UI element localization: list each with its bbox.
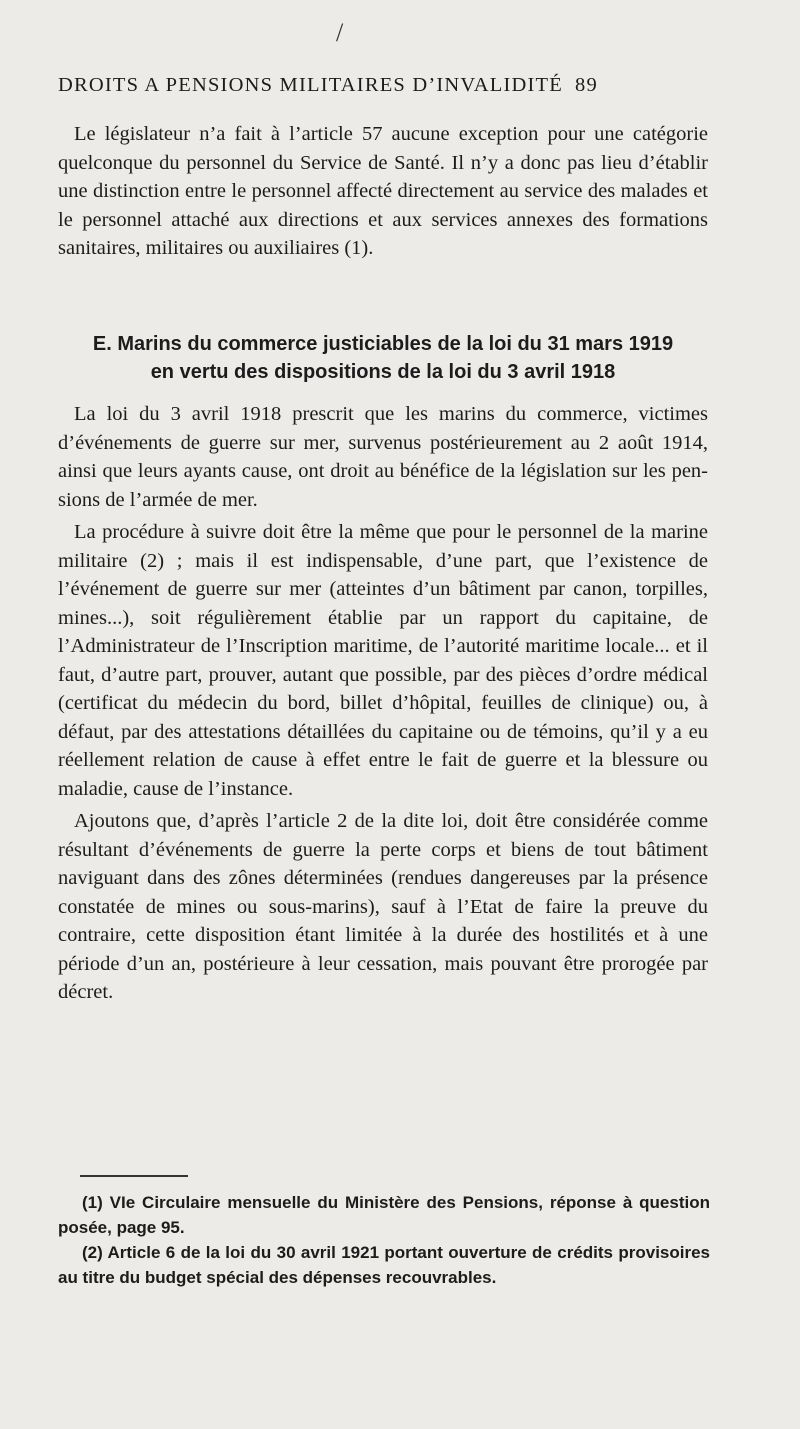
running-header (58, 74, 708, 97)
footnote-2: (2) Article 6 de la loi du 30 avril 1921 portant ouverture de crédits provisoires au titre du budget spécial des dépenses recouvrables. (58, 1243, 710, 1287)
section-heading-line-1: E. Marins du commerce justiciables de la loi du 31 mars 1919 (92, 333, 674, 355)
footnote-1: (1) VIe Circulaire mensuelle du Ministère des Pensions, réponse à question posée, page 95. (58, 1193, 710, 1237)
top-pencil-mark: / (336, 18, 344, 47)
intro-paragraph: Le législateur n’a fait à l’article 57 aucune exception pour une catégorie quelconque du personnel du Service de Santé. Il n’y a donc pas lieu d’établir une distinction entre le personnel affecté directement au service des malades et le personnel attaché aux directions et aux services annexes des formations sanitaires, militaires ou auxiliaires (1). (58, 123, 708, 259)
footnotes (58, 1190, 710, 1290)
paragraph-1: La loi du 3 avril 1918 prescrit que les marins du commerce, victimes d’événements de guerre sur mer, survenus postérieurement au 2 août 1914, ainsi que leurs ayants cause, ont droit au bénéfice de la législation sur les pensions de l’armée de mer. (58, 403, 708, 511)
paragraph-2: La procédure à suivre doit être la même que pour le personnel de la marine militaire (2) ; mais il est indispensable, d’une part, que l’existence de l’événement de guerre sur mer (atteintes d’un bâtiment par canon, torpilles, mines...), soit régulièrement établie par un rapport du capitaine, de l’Administrateur de l’Inscription maritime, de l’autorité maritime locale... et il faut, d’autre part, prouver, autant que possible, par des pièces d’ordre médical (certificat du médecin du bord, billet d’hôpital, feuilles de clinique) ou, à défaut, par des attestations détaillées du capitaine ou de témoins, qu’il y a eu réellement relation de cause à effet entre le fait de guerre et la blessure ou maladie, cause de l’instance. (58, 521, 708, 800)
section-heading-line-2: en vertu des dispositions de la loi du 3 avril 1918 (150, 361, 616, 383)
running-header-title: DROITS A PENSIONS MILITAIRES D’INVALIDITÉ (58, 74, 564, 96)
section-heading (48, 330, 718, 386)
main-section (58, 400, 708, 1007)
intro-section (58, 120, 708, 263)
paragraph-3: Ajoutons que, d’après l’article 2 de la dite loi, doit être considérée comme résultant d’événements de guerre la perte corps et biens de tout bâtiment naviguant dans des zônes déterminées (rendues dangereuses par la présence constatée de mines ou sous-marins), sauf à l’Etat de faire la preuve du contraire, cette disposition étant limitée à la durée des hostilités et à une période d’un an, postérieure à leur cessation, mais pouvant être prorogée par décret. (58, 810, 708, 1003)
page-number: 89 (575, 74, 598, 96)
footnote-divider (80, 1175, 188, 1177)
